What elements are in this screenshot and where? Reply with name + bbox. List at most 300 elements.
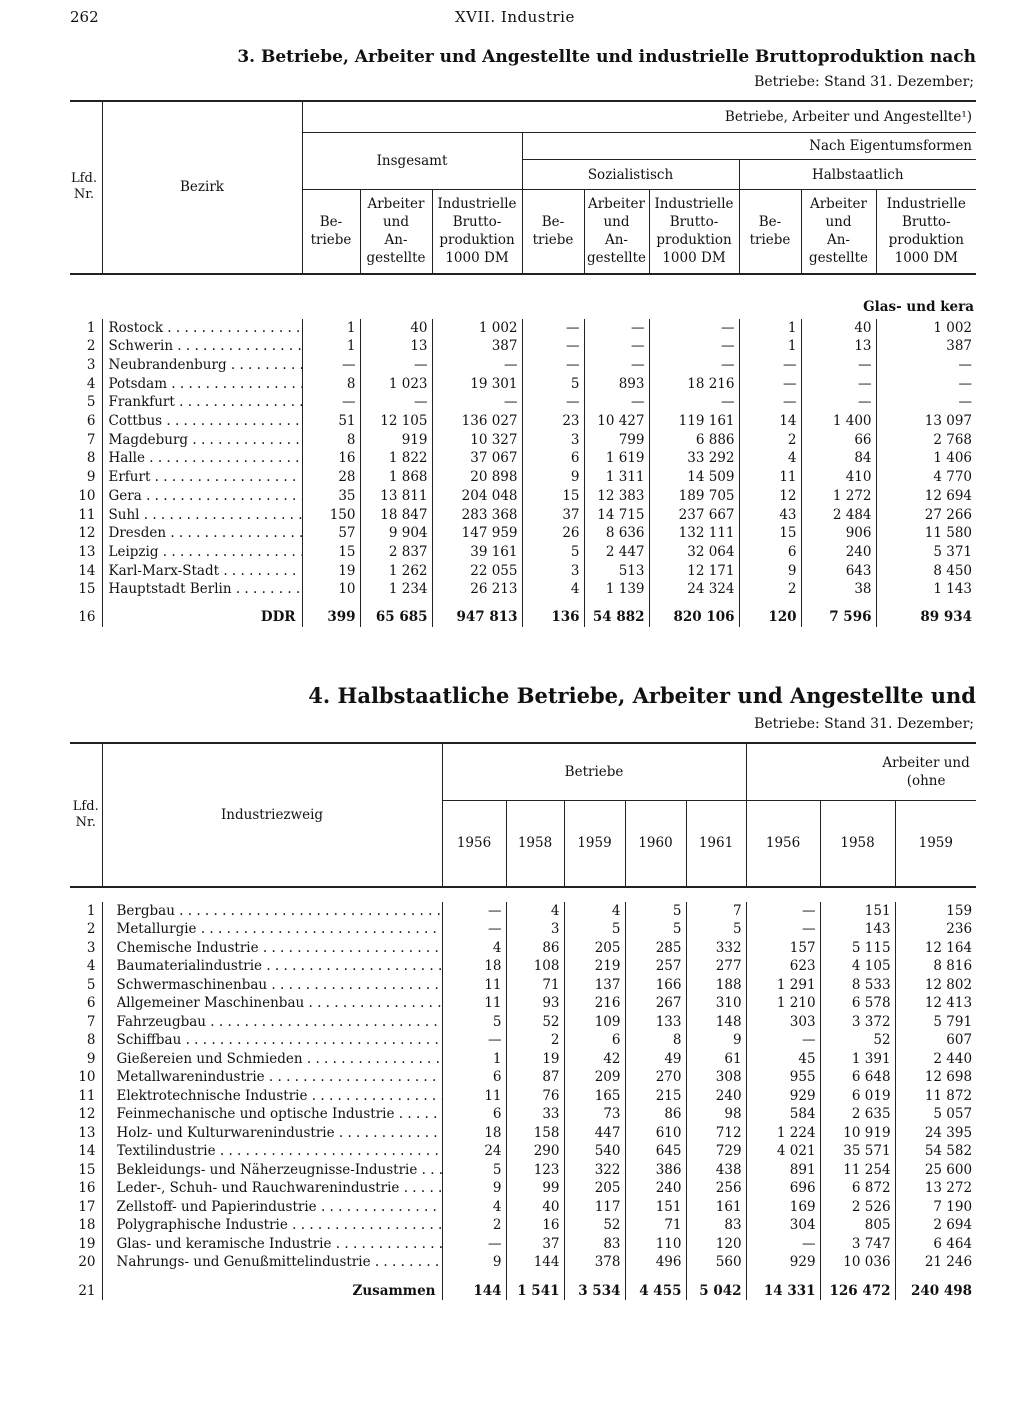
row-industriezweig [102,976,442,995]
table-cell: 12 383 [584,487,649,506]
table-cell: 7 596 [801,608,876,627]
header-year: 1958 [820,801,895,887]
table-cell: 387 [432,337,522,356]
table-cell: 387 [876,337,976,356]
table-cell: 1 262 [360,562,432,581]
running-head: XVII. Industrie [455,8,575,26]
row-number: 16 [78,609,96,626]
table-cell: 607 [895,1031,976,1050]
table-cell: 24 [442,1142,506,1161]
table-cell: 290 [506,1142,564,1161]
header-betriebe: Be- triebe [522,190,584,274]
table-cell: 3 [522,431,584,450]
table-cell: 159 [895,902,976,921]
bezirk-name: Gera . . . [109,487,302,506]
table-row [70,1216,976,1235]
table-cell: 1 272 [801,487,876,506]
row-number: 8 [86,1032,96,1048]
table-cell: 1 406 [876,449,976,468]
table-cell: 2 484 [801,506,876,525]
table-cell: 52 [506,1013,564,1032]
table-cell: 9 [686,1031,746,1050]
table-cell: 166 [625,976,686,995]
table-cell: 378 [564,1253,625,1272]
row-number: 15 [78,581,96,598]
table-cell: 24 395 [895,1124,976,1143]
table-cell: 12 105 [360,412,432,431]
row-number: 7 [86,1013,96,1030]
table-cell: 219 [564,957,625,976]
row-number: 3 [86,939,96,956]
table-cell: 304 [746,1216,820,1235]
table-cell: 8 [625,1031,686,1050]
table-cell: — [649,393,739,412]
table-row [70,1031,976,1050]
table-cell: — [302,356,360,375]
table-cell: 6 [522,449,584,468]
table-cell: 71 [625,1216,686,1235]
row-number: 13 [78,543,96,560]
table-cell: 204 048 [432,487,522,506]
table-row [70,1050,976,1069]
table-cell: 93 [506,994,564,1013]
table-cell: — [649,319,739,338]
row-number: 5 [86,394,96,411]
table-cell: — [360,393,432,412]
row-industriezweig [102,1105,442,1124]
table-cell: 6 872 [820,1179,895,1198]
table-cell: 54 582 [895,1142,976,1161]
bezirk-name: Dresden . . . [109,524,302,543]
table-cell: 5 [442,1013,506,1032]
table-cell: 9 [442,1179,506,1198]
table-cell: — [442,1031,506,1050]
table-cell: 955 [746,1068,820,1087]
table-cell: 4 [739,449,801,468]
table-row [70,994,976,1013]
row-industriezweig [102,1235,442,1254]
table-cell: 540 [564,1142,625,1161]
bezirk-name: Suhl . . . [109,506,302,525]
table-cell: 11 [442,1087,506,1106]
table-row [70,562,976,581]
bezirk-name: Leipzig . . . [109,543,302,562]
row-industriezweig [102,1013,442,1032]
table-cell: 8 450 [876,562,976,581]
table-cell: 3 372 [820,1013,895,1032]
table-cell: 645 [625,1142,686,1161]
table-cell: 12 694 [876,487,976,506]
table-cell: — [801,356,876,375]
table-cell: 24 324 [649,580,739,599]
table-cell: 15 [522,487,584,506]
row-number: 11 [78,506,96,523]
table-cell: 1 [739,337,801,356]
table-cell: — [746,920,820,939]
table-row [70,939,976,958]
table-cell: 26 [522,524,584,543]
table-cell: 236 [895,920,976,939]
table-cell: 2 447 [584,543,649,562]
table-cell: 447 [564,1124,625,1143]
table-cell: 1 541 [506,1282,564,1301]
table-cell: 919 [360,431,432,450]
table-cell: 5 [564,920,625,939]
section4-subtitle: Betriebe: Stand 31. Dezember; [754,716,974,732]
row-number: 2 [86,921,96,937]
table-cell: 71 [506,976,564,995]
table-cell: — [522,393,584,412]
table-cell: 15 [302,543,360,562]
table-cell: 35 [302,487,360,506]
table-row [70,1087,976,1106]
table-row [70,1161,976,1180]
table-cell: 4 [442,939,506,958]
table-cell: 40 [360,319,432,338]
header-year: 1961 [686,801,746,887]
table-cell: 799 [584,431,649,450]
industriezweig-name: Feinmechanische und optische Industrie . . . [117,1105,442,1124]
row-number: 12 [78,1106,96,1122]
table-cell: 240 [625,1179,686,1198]
table-cell: 1 619 [584,449,649,468]
table-cell: 1 822 [360,449,432,468]
table-cell: 11 [442,976,506,995]
table-cell: 38 [801,580,876,599]
table-cell: 496 [625,1253,686,1272]
table-row [70,1068,976,1087]
table-cell: 10 036 [820,1253,895,1272]
table-cell: — [442,920,506,939]
table-row [70,506,976,525]
table-cell: 5 042 [686,1282,746,1301]
table-row [70,957,976,976]
table-cell: 20 898 [432,468,522,487]
header-year: 1960 [625,801,686,887]
table-cell: — [801,375,876,394]
table-cell: — [432,356,522,375]
header-arbeiter: Arbeiter und An- gestellte [360,190,432,274]
row-number: 3 [86,356,96,373]
bezirk-name: Frankfurt . . . [109,393,302,412]
row-bezirk [102,580,302,599]
row-bezirk [102,524,302,543]
subgroup-label: Glas- und kera [863,298,975,315]
table-cell: 5 115 [820,939,895,958]
table-cell: 4 [442,1198,506,1217]
table-cell: 1 002 [432,319,522,338]
table-cell: 1 391 [820,1050,895,1069]
table-row [70,1013,976,1032]
table-cell: — [432,393,522,412]
table-cell: 49 [625,1050,686,1069]
table-cell: 52 [820,1031,895,1050]
row-bezirk [102,319,302,338]
row-number: 7 [86,431,96,448]
table-cell: 8 533 [820,976,895,995]
row-number: 20 [78,1254,96,1270]
industriezweig-name: Baumaterialindustrie . . . [117,957,442,976]
industriezweig-name: Metallwarenindustrie . . . [117,1068,442,1087]
table-cell: 6 019 [820,1087,895,1106]
table-cell: 257 [625,957,686,976]
table-cell: 19 301 [432,375,522,394]
table-cell: 6 [442,1105,506,1124]
table-cell: 11 [739,468,801,487]
row-bezirk [102,468,302,487]
table-cell: 5 [442,1161,506,1180]
table-cell: 240 [686,1087,746,1106]
row-industriezweig [102,920,442,939]
table-cell: 929 [746,1087,820,1106]
table-cell: 109 [564,1013,625,1032]
table-cell: 89 934 [876,608,976,627]
table-cell: — [876,393,976,412]
table-cell: 560 [686,1253,746,1272]
table-cell: 10 [302,580,360,599]
row-industriezweig [102,1087,442,1106]
row-industriezweig [102,1124,442,1143]
table-cell: 108 [506,957,564,976]
table-row [70,1124,976,1143]
table-cell: 110 [625,1235,686,1254]
row-industriezweig [102,1253,442,1272]
header-produktion: Industrielle Brutto- produktion 1000 DM [432,190,522,274]
table-cell: 285 [625,939,686,958]
table-row [70,468,976,487]
row-number: 10 [78,487,96,504]
table-cell: — [739,356,801,375]
row-industriezweig [102,994,442,1013]
row-number: 14 [78,1143,96,1159]
table-cell: 410 [801,468,876,487]
table-cell: 16 [302,449,360,468]
row-number: 4 [86,958,96,974]
header-betriebe: Be- triebe [739,190,801,274]
table-cell: 11 580 [876,524,976,543]
table-cell: 26 213 [432,580,522,599]
table-row [70,1235,976,1254]
table-cell: 13 097 [876,412,976,431]
table-cell: 133 [625,1013,686,1032]
industriezweig-name: Textilindustrie . . . [117,1142,442,1161]
table-cell: 119 161 [649,412,739,431]
industriezweig-name: Leder-, Schuh- und Rauchwarenindustrie . . . [117,1179,442,1198]
table-cell: 16 [506,1216,564,1235]
table-cell: 893 [584,375,649,394]
header-bezirk: Bezirk [102,101,302,274]
table-row [70,976,976,995]
row-industriezweig [102,1031,442,1050]
table-cell: 188 [686,976,746,995]
table-cell: 3 [522,562,584,581]
row-number: 4 [86,375,96,392]
table-cell: 39 161 [432,543,522,562]
table-cell: 1 210 [746,994,820,1013]
row-number: 13 [78,1124,96,1141]
table-cell: 19 [506,1050,564,1069]
table-cell: 144 [442,1282,506,1301]
table-cell: 18 847 [360,506,432,525]
row-industriezweig [102,1179,442,1198]
bezirk-name: Cottbus . . . [109,412,302,431]
table-cell: — [801,393,876,412]
industriezweig-name: Bergbau . . . [117,902,442,921]
table-cell: 1 143 [876,580,976,599]
table-cell: 322 [564,1161,625,1180]
table-cell: 237 667 [649,506,739,525]
row-industriezweig [102,939,442,958]
header-group-top: Betriebe, Arbeiter und Angestellte¹) [302,101,976,133]
row-number: 9 [86,469,96,486]
table-cell: 2 526 [820,1198,895,1217]
table-row [70,1179,976,1198]
row-bezirk [102,431,302,450]
table-cell: 23 [522,412,584,431]
table-cell: 15 [739,524,801,543]
table-cell: 87 [506,1068,564,1087]
table-row [70,1105,976,1124]
table-cell: 906 [801,524,876,543]
table-cell: 37 067 [432,449,522,468]
table-cell: 308 [686,1068,746,1087]
table-cell: 513 [584,562,649,581]
table-cell: 9 [739,562,801,581]
header-year: 1956 [746,801,820,887]
table-cell: — [649,337,739,356]
table-row [70,431,976,450]
table-cell: 148 [686,1013,746,1032]
table-cell: 147 959 [432,524,522,543]
total-row [70,608,976,627]
table-cell: — [739,393,801,412]
table-cell: 99 [506,1179,564,1198]
header-arbeiter: Arbeiter und An- gestellte [801,190,876,274]
section3-title: 3. Betriebe, Arbeiter und Angestellte und industrielle Bruttoproduktion nach [237,47,976,67]
bezirk-name: Erfurt . . . [109,468,302,487]
row-number: 9 [86,1050,96,1067]
table-cell: 267 [625,994,686,1013]
table-cell: 1 400 [801,412,876,431]
row-number: 2 [86,338,96,355]
table-cell: 643 [801,562,876,581]
header-year: 1959 [564,801,625,887]
row-number: 15 [78,1161,96,1178]
table-cell: 28 [302,468,360,487]
table-cell: 61 [686,1050,746,1069]
table-cell: 14 509 [649,468,739,487]
table-cell: 12 171 [649,562,739,581]
row-number: 11 [78,1087,96,1104]
header-year: 1958 [506,801,564,887]
total-label: Zusammen [102,1282,442,1301]
table-cell: 40 [801,319,876,338]
table-cell: — [584,337,649,356]
table-cell: 86 [506,939,564,958]
table-cell: — [876,375,976,394]
table-cell: 136 027 [432,412,522,431]
row-number: 19 [78,1235,96,1252]
industriezweig-name: Nahrungs- und Genußmittelindustrie . . . [117,1253,442,1272]
table-cell: 438 [686,1161,746,1180]
table-cell: 8 [302,431,360,450]
table-cell: 277 [686,957,746,976]
table-row [70,1253,976,1272]
table-cell: 21 246 [895,1253,976,1272]
table-cell: 4 [522,580,584,599]
page-number: 262 [70,8,99,26]
table-cell: 3 747 [820,1235,895,1254]
table-cell: 37 [506,1235,564,1254]
table-cell: 5 [625,920,686,939]
table-cell: 5 [522,543,584,562]
table-cell: 6 464 [895,1235,976,1254]
table-cell: 1 311 [584,468,649,487]
table-cell: 66 [801,431,876,450]
table-cell: 386 [625,1161,686,1180]
table-cell: 33 [506,1105,564,1124]
row-bezirk [102,562,302,581]
bezirk-name: Rostock . . . [109,319,302,338]
bezirk-name: Neubrandenburg . . . [109,356,302,375]
total-row [70,1282,976,1301]
table-cell: 151 [820,902,895,921]
industriezweig-name: Elektrotechnische Industrie . . . [117,1087,442,1106]
table-cell: 270 [625,1068,686,1087]
table-cell: — [522,337,584,356]
table-cell: — [442,1235,506,1254]
table-cell: 399 [302,608,360,627]
row-industriezweig [102,1161,442,1180]
table-cell: 57 [302,524,360,543]
industriezweig-name: Gießereien und Schmieden . . . [117,1050,442,1069]
table-cell: 9 904 [360,524,432,543]
table-cell: 161 [686,1198,746,1217]
table-cell: 4 [564,902,625,921]
row-industriezweig [102,957,442,976]
row-number: 6 [86,995,96,1011]
table-cell: 157 [746,939,820,958]
table-cell: 123 [506,1161,564,1180]
table-cell: 1 868 [360,468,432,487]
table-cell: 14 715 [584,506,649,525]
table-cell: — [522,319,584,338]
table-cell: 19 [302,562,360,581]
table-bezirke [70,100,976,627]
row-number: 16 [78,1180,96,1196]
table-cell: — [360,356,432,375]
table-cell: 13 [360,337,432,356]
row-number: 1 [86,319,96,336]
table-cell: 1 002 [876,319,976,338]
table-row [70,1198,976,1217]
table-cell: — [522,356,584,375]
table-cell: 215 [625,1087,686,1106]
table-cell: 2 768 [876,431,976,450]
row-number: 6 [86,413,96,430]
row-bezirk [102,487,302,506]
table-cell: 32 064 [649,543,739,562]
row-bezirk [102,543,302,562]
table-cell: 205 [564,1179,625,1198]
table-cell: 143 [820,920,895,939]
table-cell: — [739,375,801,394]
table-cell: 891 [746,1161,820,1180]
table-cell: 45 [746,1050,820,1069]
table-cell: 3 534 [564,1282,625,1301]
table-row [70,319,976,338]
table-cell: 216 [564,994,625,1013]
